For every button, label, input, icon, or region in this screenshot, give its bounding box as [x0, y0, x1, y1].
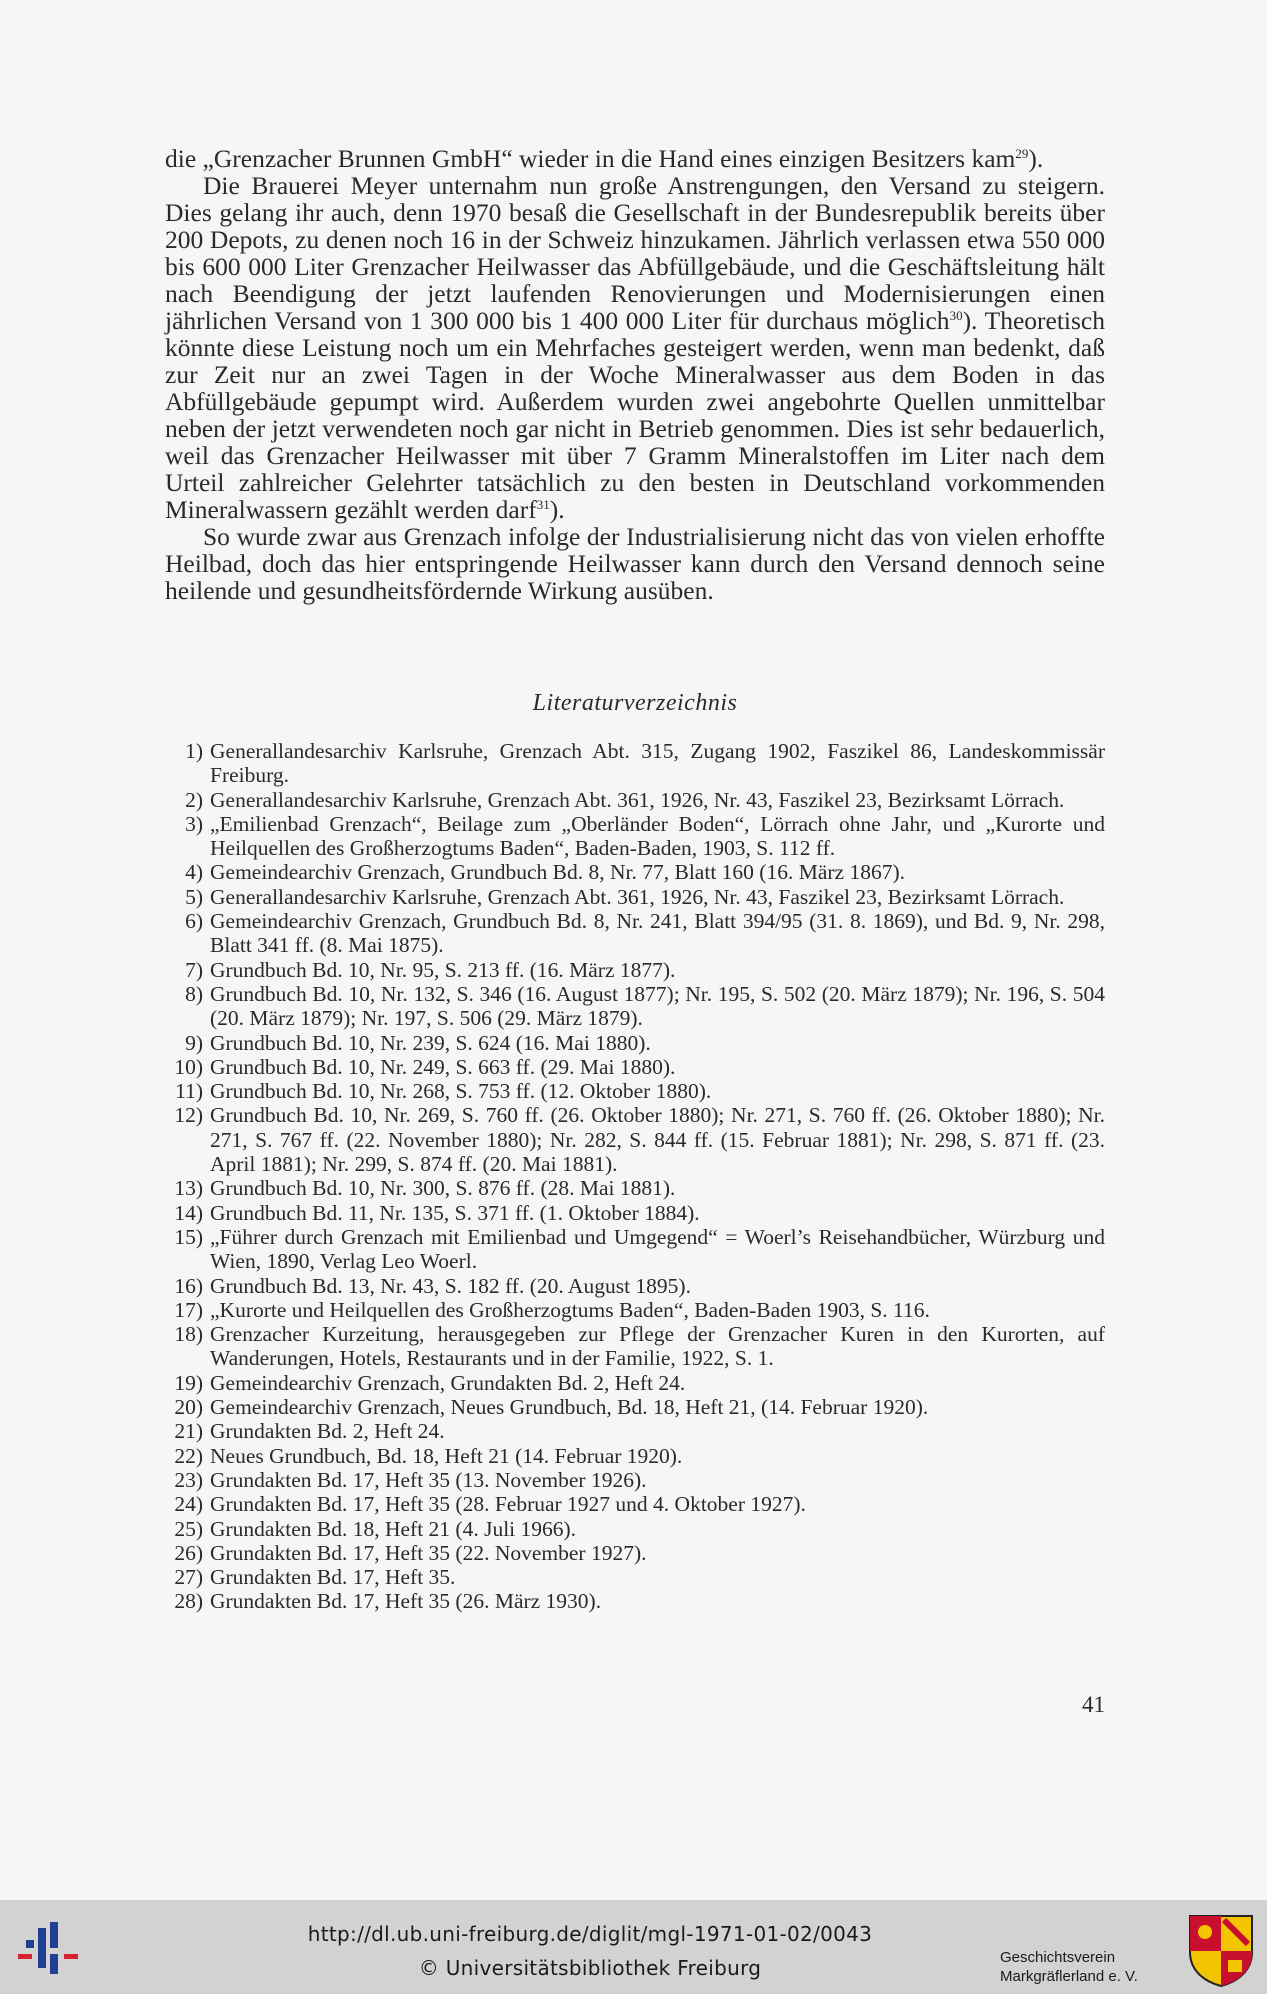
bibliography-entry: [160, 1298, 1105, 1322]
footnote-ref: 29: [1015, 146, 1029, 161]
bibliography-entry: [160, 1395, 1105, 1419]
entry-text: Grundbuch Bd. 10, Nr. 268, S. 753 ff. (12. Oktober 1880).: [210, 1079, 712, 1104]
society-name-line-2: Markgräflerland e. V.: [1000, 1968, 1138, 1985]
bibliography-entry: [160, 1541, 1105, 1565]
society-name: [1000, 1948, 1190, 1986]
society-name-line-1: Geschichtsverein: [1000, 1949, 1116, 1966]
bibliography-entry: [160, 1468, 1105, 1492]
entry-text: Grundakten Bd. 17, Heft 35.: [210, 1565, 456, 1590]
bibliography-entry: [160, 1444, 1105, 1468]
entry-number: 28): [174, 1589, 203, 1614]
bibliography-entry: [160, 982, 1105, 1031]
bibliography-entry: [160, 958, 1105, 982]
entry-number: 7): [185, 957, 203, 982]
bibliography-entry: [160, 739, 1105, 788]
entry-number: 17): [174, 1297, 203, 1322]
bibliography-entry: [160, 1201, 1105, 1225]
entry-text: Grundakten Bd. 18, Heft 21 (4. Juli 1966).: [210, 1516, 577, 1541]
entry-number: 10): [174, 1054, 203, 1079]
entry-number: 3): [185, 811, 203, 836]
entry-text: Grenzacher Kurzeitung, herausgegeben zur Pflege der Grenzacher Kuren in den Kurorten, auf Wanderungen, Hotels, Restaurants und in der Familie, 1922, S. 1.: [210, 1322, 1105, 1371]
paragraph-1: die „Grenzacher Brunnen GmbH“ wieder in die Hand eines einzigen Besitzers kam$^{29}$).: [165, 144, 1044, 173]
entry-text: Grundbuch Bd. 10, Nr. 300, S. 876 ff. (28. Mai 1881).: [210, 1176, 676, 1201]
bibliography-entry: [160, 1103, 1105, 1176]
article-body: [165, 145, 1105, 604]
paragraph-2: Die Brauerei Meyer unternahm nun große Anstrengungen, den Versand zu steigern. Dies gelang ihr auch, denn 1970 besaß die Gesellschaft in der Bundesrepublik bereits über 200 Depots, zu denen noch 16 in der Schweiz hinzukamen. Jährlich verlassen etwa 550 000 bis 600 000 Liter Grenzacher Heilwasser das Abfüllgebäude, und die Geschäftsleitung hält nach Beendigung der jetzt laufenden Renovierungen und Modernisierungen einen jährlichen Versand von 1 300 000 bis 1 400 000 Liter für durchaus möglich$^{30}$). Theoretisch könnte diese Leistung noch um ein Mehrfaches gesteigert werden, wenn man bedenkt, daß zur Zeit nur an zwei Tagen in der Woche Mineralwasser aus dem Boden in das Abfüllgebäude gepumpt wird. Außerdem wurden zwei angebohrte Quellen unmittelbar neben der jetzt verwendeten noch gar nicht in Betrieb genommen. Dies ist sehr bedauerlich, weil das Grenzacher Heilwasser mit über 7 Gramm Mineralstoffen im Liter nach dem Urteil zahlreicher Gelehrter tatsächlich zu den besten in Deutschland vorkommenden Mineralwassern gezählt werden darf$^{31}$).: [165, 171, 1105, 524]
viewer-footer: [0, 1900, 1267, 1994]
entry-text: Grundbuch Bd. 13, Nr. 43, S. 182 ff. (20. August 1895).: [210, 1273, 691, 1298]
bibliography-heading: Literaturverzeichnis: [532, 690, 738, 716]
entry-number: 26): [174, 1540, 203, 1565]
bibliography-list: [160, 739, 1105, 1614]
entry-number: 12): [174, 1103, 203, 1128]
bibliography-entry: [160, 812, 1105, 861]
bibliography-entry: [160, 1225, 1105, 1274]
bibliography-entry: [160, 1517, 1105, 1541]
bibliography-entry: [160, 788, 1105, 812]
entry-number: 19): [174, 1370, 203, 1395]
entry-number: 5): [185, 884, 203, 909]
bibliography-entry: [160, 909, 1105, 958]
bibliography-entry: [160, 1565, 1105, 1589]
bibliography-entry: [160, 1176, 1105, 1200]
entry-number: 6): [185, 909, 203, 934]
entry-text: „Kurorte und Heilquellen des Großherzogtums Baden“, Baden-Baden 1903, S. 116.: [210, 1297, 930, 1322]
bibliography-entry: [160, 1589, 1105, 1613]
bibliography-entry: [160, 1492, 1105, 1516]
page-number: 41: [1082, 1692, 1105, 1717]
entry-text: „Führer durch Grenzach mit Emilienbad und Umgegend“ = Woerl’s Reisehandbücher, Würzburg und Wien, 1890, Verlag Leo Woerl.: [210, 1224, 1105, 1274]
entry-text: Gemeindearchiv Grenzach, Grundbuch Bd. 8, Nr. 241, Blatt 394/95 (31. 8. 1869), und Bd. 9, Nr. 298, Blatt 341 ff. (8. Mai 1875).: [210, 909, 1105, 958]
entry-number: 23): [174, 1467, 203, 1492]
bibliography-entry: [160, 885, 1105, 909]
entry-text: Grundbuch Bd. 10, Nr. 269, S. 760 ff. (26. Oktober 1880); Nr. 271, S. 760 ff. (26. Oktober 1880); Nr. 271, S. 767 ff. (22. November 1880); Nr. 282, S. 844 ff. (15. Februar 1881); Nr. 298, S. 871 ff. (23. April 1881); Nr. 299, S. 874 ff. (20. Mai 1881).: [210, 1103, 1105, 1177]
paragraph-3: So wurde zwar aus Grenzach infolge der Industrialisierung nicht das von vielen erhoffte Heilbad, doch das hier entspringende Heilwasser kann durch den Versand dennoch seine heilende und gesundheitsfördernde Wirkung ausüben.: [165, 522, 1105, 605]
permalink-url[interactable]: http://dl.ub.uni-freiburg.de/diglit/mgl-1971-01-02/0043: [307, 1922, 873, 1946]
entry-text: Gemeindearchiv Grenzach, Grundakten Bd. 2, Heft 24.: [210, 1370, 686, 1395]
entry-number: 1): [185, 739, 203, 763]
entry-text: Neues Grundbuch, Bd. 18, Heft 21 (14. Februar 1920).: [210, 1443, 683, 1468]
entry-text: Grundbuch Bd. 10, Nr. 239, S. 624 (16. Mai 1880).: [210, 1030, 651, 1055]
bibliography-entry: [160, 1055, 1105, 1079]
bibliography-entry: [160, 860, 1105, 884]
entry-text: Gemeindearchiv Grenzach, Grundbuch Bd. 8, Nr. 77, Blatt 160 (16. März 1867).: [210, 860, 905, 885]
entry-text: Generallandesarchiv Karlsruhe, Grenzach Abt. 315, Zugang 1902, Faszikel 86, Landeskommissär Freiburg.: [210, 739, 1105, 788]
entry-text: Generallandesarchiv Karlsruhe, Grenzach Abt. 361, 1926, Nr. 43, Faszikel 23, Bezirksamt Lörrach.: [210, 787, 1065, 812]
entry-text: Grundbuch Bd. 10, Nr. 249, S. 663 ff. (29. Mai 1880).: [210, 1054, 676, 1079]
entry-text: Grundakten Bd. 17, Heft 35 (13. November 1926).: [210, 1467, 647, 1492]
entry-number: 2): [185, 787, 203, 812]
bibliography-entry: [160, 1031, 1105, 1055]
entry-text: Grundakten Bd. 17, Heft 35 (22. November 1927).: [210, 1540, 647, 1565]
bibliography-entry: [160, 1274, 1105, 1298]
entry-number: 21): [174, 1419, 203, 1444]
entry-text: Gemeindearchiv Grenzach, Neues Grundbuch, Bd. 18, Heft 21, (14. Februar 1920).: [210, 1395, 929, 1420]
entry-number: 20): [174, 1395, 203, 1420]
footnote-ref: 31: [536, 497, 550, 512]
copyright-notice: © Universitätsbibliothek Freiburg: [418, 1956, 762, 1980]
entry-text: Generallandesarchiv Karlsruhe, Grenzach Abt. 361, 1926, Nr. 43, Faszikel 23, Bezirksamt Lörrach.: [210, 884, 1065, 909]
entry-text: Grundakten Bd. 17, Heft 35 (26. März 1930).: [210, 1589, 602, 1614]
entry-text: „Emilienbad Grenzach“, Beilage zum „Oberländer Boden“, Lörrach ohne Jahr, und „Kurorte und Heilquellen des Großherzogtums Baden“, Baden-Baden, 1903, S. 112 ff.: [210, 811, 1105, 861]
entry-number: 18): [174, 1322, 203, 1347]
ub-freiburg-logo-icon[interactable]: [18, 1920, 80, 1978]
entry-text: Grundakten Bd. 17, Heft 35 (28. Februar 1927 und 4. Oktober 1927).: [210, 1492, 806, 1517]
entry-number: 9): [185, 1030, 203, 1055]
entry-text: Grundbuch Bd. 11, Nr. 135, S. 371 ff. (1. Oktober 1884).: [210, 1200, 700, 1225]
entry-number: 8): [185, 981, 203, 1006]
entry-number: 14): [174, 1200, 203, 1225]
entry-number: 27): [174, 1565, 203, 1590]
bibliography-entry: [160, 1322, 1105, 1371]
bibliography-entry: [160, 1079, 1105, 1103]
entry-number: 25): [174, 1516, 203, 1541]
entry-number: 4): [185, 860, 203, 885]
entry-number: 22): [174, 1443, 203, 1468]
entry-number: 15): [174, 1224, 203, 1249]
footnote-ref: 30: [949, 308, 963, 323]
entry-text: Grundakten Bd. 2, Heft 24.: [210, 1419, 445, 1444]
bibliography-entry: [160, 1419, 1105, 1443]
entry-number: 16): [174, 1273, 203, 1298]
entry-number: 24): [174, 1492, 203, 1517]
entry-number: 13): [174, 1176, 203, 1201]
markgraeflerland-crest-icon[interactable]: [1188, 1914, 1254, 1988]
entry-number: 11): [175, 1079, 203, 1104]
bibliography-entry: [160, 1371, 1105, 1395]
entry-text: Grundbuch Bd. 10, Nr. 132, S. 346 (16. August 1877); Nr. 195, S. 502 (20. März 1879); Nr. 196, S. 504 (20. März 1879); Nr. 197, S. 506 (29. März 1879).: [210, 981, 1105, 1031]
entry-text: Grundbuch Bd. 10, Nr. 95, S. 213 ff. (16. März 1877).: [210, 957, 676, 982]
